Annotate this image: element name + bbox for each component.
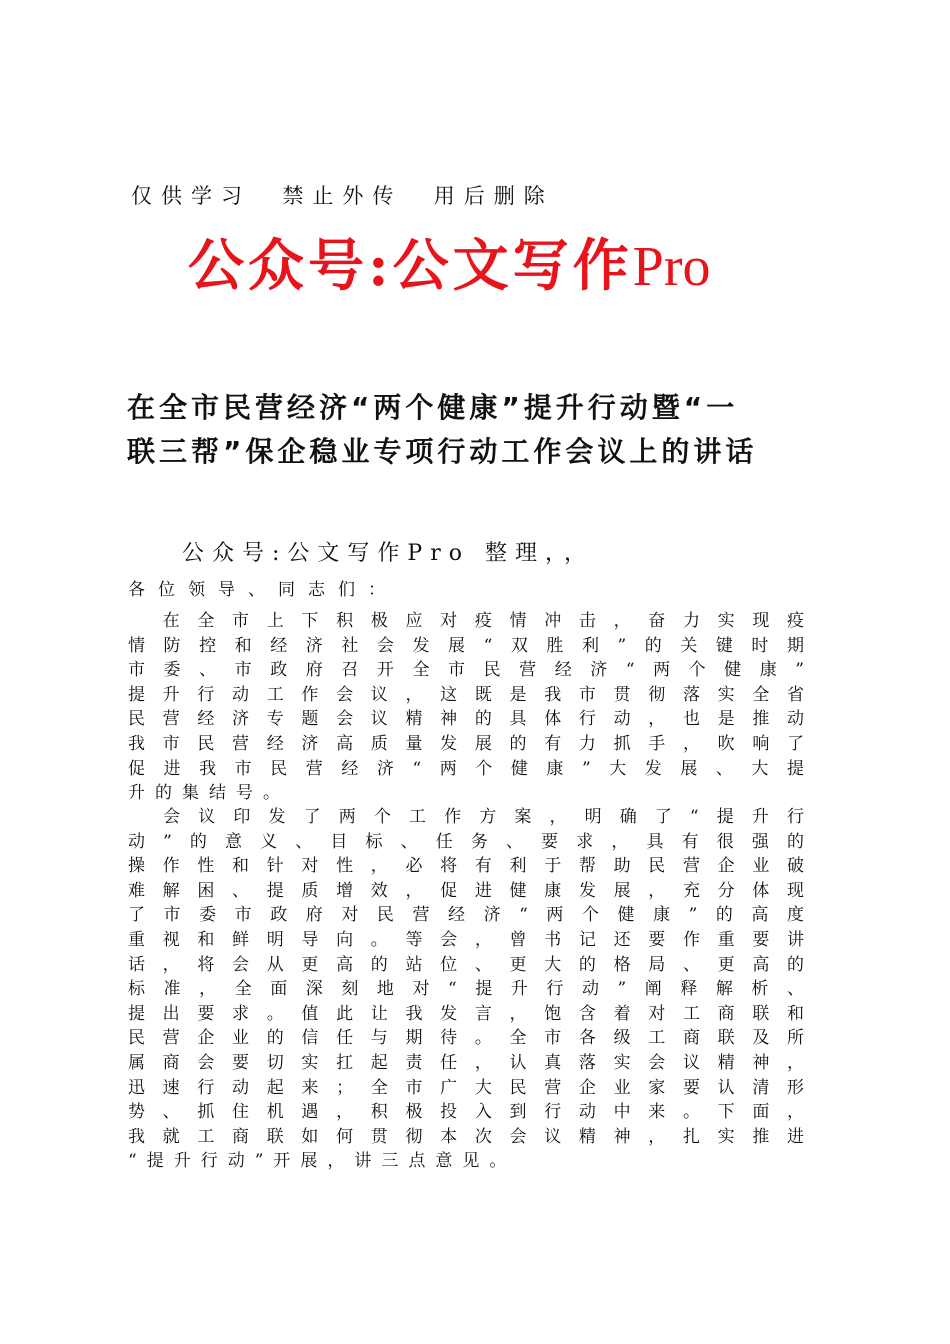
paragraph-line: 民营企业的信任与期待。全市各级工商联及所 bbox=[128, 1028, 814, 1049]
paragraph-line: 提升行动工作会议，这既是我市贯彻落实全省 bbox=[128, 684, 814, 705]
brand-suffix: Pro bbox=[632, 236, 711, 298]
paragraph-line: 重视和鲜明导向。等会，曾书记还要作重要讲 bbox=[128, 929, 814, 950]
paragraph-line: 我就工商联如何贯彻本次会议精神，扎实推进 bbox=[128, 1126, 814, 1147]
paragraph-1 bbox=[128, 609, 814, 806]
usage-notice: 仅供学习 禁止外传 用后删除 bbox=[131, 184, 554, 208]
paragraph-line: 升的集结号。 bbox=[128, 783, 290, 804]
paragraph-line: 市委、市政府召开全市民营经济“两个健康” bbox=[128, 660, 814, 681]
paragraph-line: 标准，全面深刻地对“提升行动”阐释解析、 bbox=[128, 979, 814, 1000]
brand-banner bbox=[188, 222, 710, 302]
greeting: 各位领导、同志们： bbox=[128, 580, 398, 600]
paragraph-line: 迅速行动起来；全市广大民营企业家要认清形 bbox=[128, 1077, 814, 1098]
document-title-line-2: 联三帮”保企稳业专项行动工作会议上的讲话 bbox=[127, 435, 758, 468]
paragraph-line: 操作性和针对性，必将有利于帮助民营企业破 bbox=[128, 856, 814, 877]
paragraph-line: 动”的意义、目标、任务、要求，具有很强的 bbox=[128, 831, 814, 852]
paragraph-line: 民营经济专题会议精神的具体行动，也是推动 bbox=[128, 709, 814, 730]
paragraph-line: 情防控和经济社会发展“双胜利”的关键时期 bbox=[128, 635, 814, 656]
paragraph-line: 话，将会从更高的站位、更大的格局、更高的 bbox=[128, 954, 814, 975]
paragraph-line: 会议印发了两个工作方案，明确了“提升行 bbox=[128, 807, 814, 827]
paragraph-line: 属商会要切实扛起责任，认真落实会议精神， bbox=[128, 1052, 814, 1073]
paragraph-line: 我市民营经济高质量发展的有力抓手，吹响了 bbox=[128, 733, 814, 754]
credit-line: 公众号:公文写作Pro 整理，， bbox=[182, 541, 594, 566]
paragraph-line: “提升行动”开展，讲三点意见。 bbox=[128, 1151, 517, 1172]
paragraph-line: 势、抓住机遇，积极投入到行动中来。下面， bbox=[128, 1102, 814, 1123]
brand-main-text: 公众号:公文写作 bbox=[188, 233, 633, 299]
paragraph-line: 难解困、提质增效，促进健康发展，充分体现 bbox=[128, 880, 814, 901]
document-title-line-1: 在全市民营经济“两个健康”提升行动暨“一 bbox=[127, 391, 739, 424]
paragraph-2 bbox=[128, 805, 814, 1174]
paragraph-line: 提出要求。值此让我发言，饱含着对工商联和 bbox=[128, 1003, 814, 1024]
paragraph-line: 促进我市民营经济“两个健康”大发展、大提 bbox=[128, 758, 814, 779]
paragraph-line: 了市委市政府对民营经济“两个健康”的高度 bbox=[128, 905, 814, 926]
paragraph-line: 在全市上下积极应对疫情冲击，奋力实现疫 bbox=[128, 611, 814, 631]
